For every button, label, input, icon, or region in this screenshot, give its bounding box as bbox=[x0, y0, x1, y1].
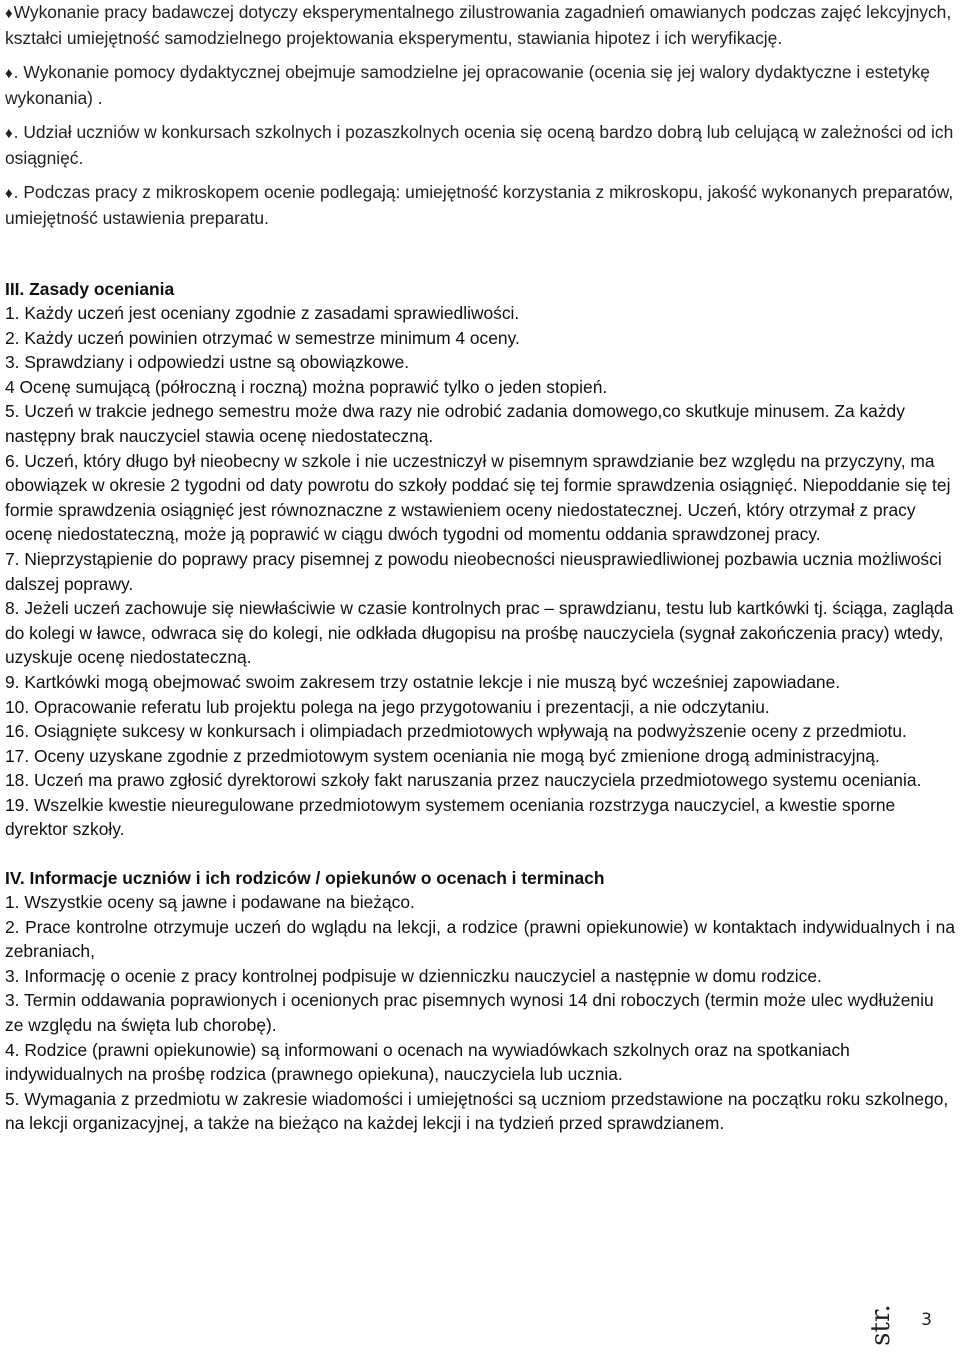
section-heading: III. Zasady oceniania bbox=[5, 279, 175, 299]
bullet-text: . Podczas pracy z mikroskopem ocenie podlegają: umiejętność korzystania z mikroskopu, jakość wykonanych preparatów, umiejętność ustawienia preparatu. bbox=[5, 182, 954, 228]
document-page bbox=[5, 0, 955, 1136]
list-item: 2. Prace kontrolne otrzymuje uczeń do wglądu na lekcji, a rodzice (prawni opiekunowie) w kontaktach indywidualnych i na zebraniach, bbox=[5, 916, 955, 962]
section-grading-rules bbox=[5, 277, 955, 842]
bullet-list bbox=[5, 0, 955, 231]
list-item: 5. Uczeń w trakcie jednego semestru może dwa razy nie odrobić zadania domowego,co skutkuje minusem. Za każdy następny brak nauczyciel stawia ocenę niedostateczną. bbox=[5, 401, 905, 446]
list-item: 9. Kartkówki mogą obejmować swoim zakresem trzy ostatnie lekcje i nie muszą być wcześniej zapowiadane. bbox=[5, 671, 841, 692]
bullet-item bbox=[5, 0, 955, 51]
list-item: 17. Oceny uzyskane zgodnie z przedmiotowym system oceniania nie mogą być zmienione drogą administracyjną. bbox=[5, 745, 880, 766]
diamond-bullet-icon: ♦ bbox=[5, 185, 13, 202]
list-item: 16. Osiągnięte sukcesy w konkursach i olimpiadach przedmiotowych wpływają na podwyższenie oceny z przedmiotu. bbox=[5, 721, 907, 742]
bullet-text: Wykonanie pracy badawczej dotyczy eksperymentalnego zilustrowania zagadnień omawianych podczas zajęć lekcyjnych, kształci umiejętność samodzielnego projektowania eksperymentu, stawiania hipotez i ich weryfikację. bbox=[5, 2, 952, 48]
list-item: 5. Wymagania z przedmiotu w zakresie wiadomości i umiejętności są uczniom przedstawione na początku roku szkolnego, na lekcji organizacyjnej, a także na bieżąco na każdej lekcji i na tydzień przed sprawdzianem. bbox=[5, 1088, 949, 1134]
bullet-item bbox=[5, 60, 955, 111]
list-item: 3. Informację o ocenie z pracy kontrolnej podpisuje w dzienniczku nauczyciel a następnie w domu rodzice. bbox=[5, 965, 822, 986]
list-item: 19. Wszelkie kwestie nieuregulowane przedmiotowym systemem oceniania rozstrzyga nauczyciel, a kwestie sporne dyrektor szkoły. bbox=[5, 794, 896, 840]
list-item: 3. Sprawdziany i odpowiedzi ustne są obowiązkowe. bbox=[5, 352, 410, 373]
list-item: 3. Termin oddawania poprawionych i ocenionych prac pisemnych wynosi 14 dni roboczych (termin może ulec wydłużeniu ze względu na święta lub chorobę). bbox=[5, 990, 934, 1036]
list-item: 18. Uczeń ma prawo zgłosić dyrektorowi szkoły fakt naruszania przez nauczyciela przedmiotowego systemu oceniania. bbox=[5, 770, 922, 791]
diamond-bullet-icon: ♦ bbox=[5, 65, 13, 82]
list-item: 6. Uczeń, który długo był nieobecny w szkole i nie uczestniczył w pisemnym sprawdzianie bez względu na przyczyny, ma obowiązek w okresie 2 tygodni od daty powrotu do szkoły poddać się tej formie sprawdzenia osiągnięć. Niepoddanie się tej formie sprawdzenia osiągnięć jest równoznaczne z wstawieniem oceny niedostatecznej. Uczeń, który otrzymał z pracy ocenę niedostateczną, może ją poprawić w ciągu dwóch tygodni od momentu oddania sprawdzonej pracy. bbox=[5, 450, 951, 545]
bullet-item bbox=[5, 180, 955, 231]
list-item: 4 Ocenę sumującą (półroczną i roczną) można poprawić tylko o jeden stopień. bbox=[5, 376, 608, 397]
list-item: 1. Każdy uczeń jest oceniany zgodnie z zasadami sprawiedliwości. bbox=[5, 303, 520, 323]
list-item: 7. Nieprzystąpienie do poprawy pracy pisemnej z powodu nieobecności nieusprawiedliwionej pozbawia ucznia możliwości dalszej poprawy. bbox=[5, 548, 942, 594]
page-label: str. bbox=[866, 1304, 897, 1346]
list-item: 2. Każdy uczeń powinien otrzymać w semestrze minimum 4 oceny. bbox=[5, 327, 520, 348]
bullet-item bbox=[5, 120, 955, 171]
page-number-value: 3 bbox=[921, 1310, 932, 1330]
section-information bbox=[5, 866, 955, 1136]
bullet-text: . Udział uczniów w konkursach szkolnych i pozaszkolnych ocenia się oceną bardzo dobrą lub celującą w zależności od ich osiągnięć. bbox=[5, 122, 954, 168]
list-item: 4. Rodzice (prawni opiekunowie) są informowani o ocenach na wywiadówkach szkolnych oraz na spotkaniach indywidualnych na prośbę rodzica (prawnego opiekuna), nauczyciela lub ucznia. bbox=[5, 1039, 850, 1085]
list-item: 8. Jeżeli uczeń zachowuje się niewłaściwie w czasie kontrolnych prac – sprawdzianu, testu lub kartkówki tj. ściąga, zagląda do kolegi w ławce, odwraca się do kolegi, nie odkłada długopisu na prośbę nauczyciela (sygnał zakończenia pracy) wtedy, uzyskuje ocenę niedostateczną. bbox=[5, 598, 954, 668]
list-item: 1. Wszystkie oceny są jawne i podawane na bieżąco. bbox=[5, 892, 415, 913]
diamond-bullet-icon: ♦ bbox=[5, 125, 13, 142]
bullet-text: . Wykonanie pomocy dydaktycznej obejmuje samodzielne jej opracowanie (ocenia się jej walory dydaktyczne i estetykę wykonania) . bbox=[5, 62, 930, 108]
section-heading: IV. Informacje uczniów i ich rodziców / opiekunów o ocenach i terminach bbox=[5, 868, 605, 889]
diamond-bullet-icon: ♦ bbox=[5, 5, 13, 22]
list-item: 10. Opracowanie referatu lub projektu polega na jego przygotowaniu i prezentacji, a nie odczytaniu. bbox=[5, 696, 770, 717]
